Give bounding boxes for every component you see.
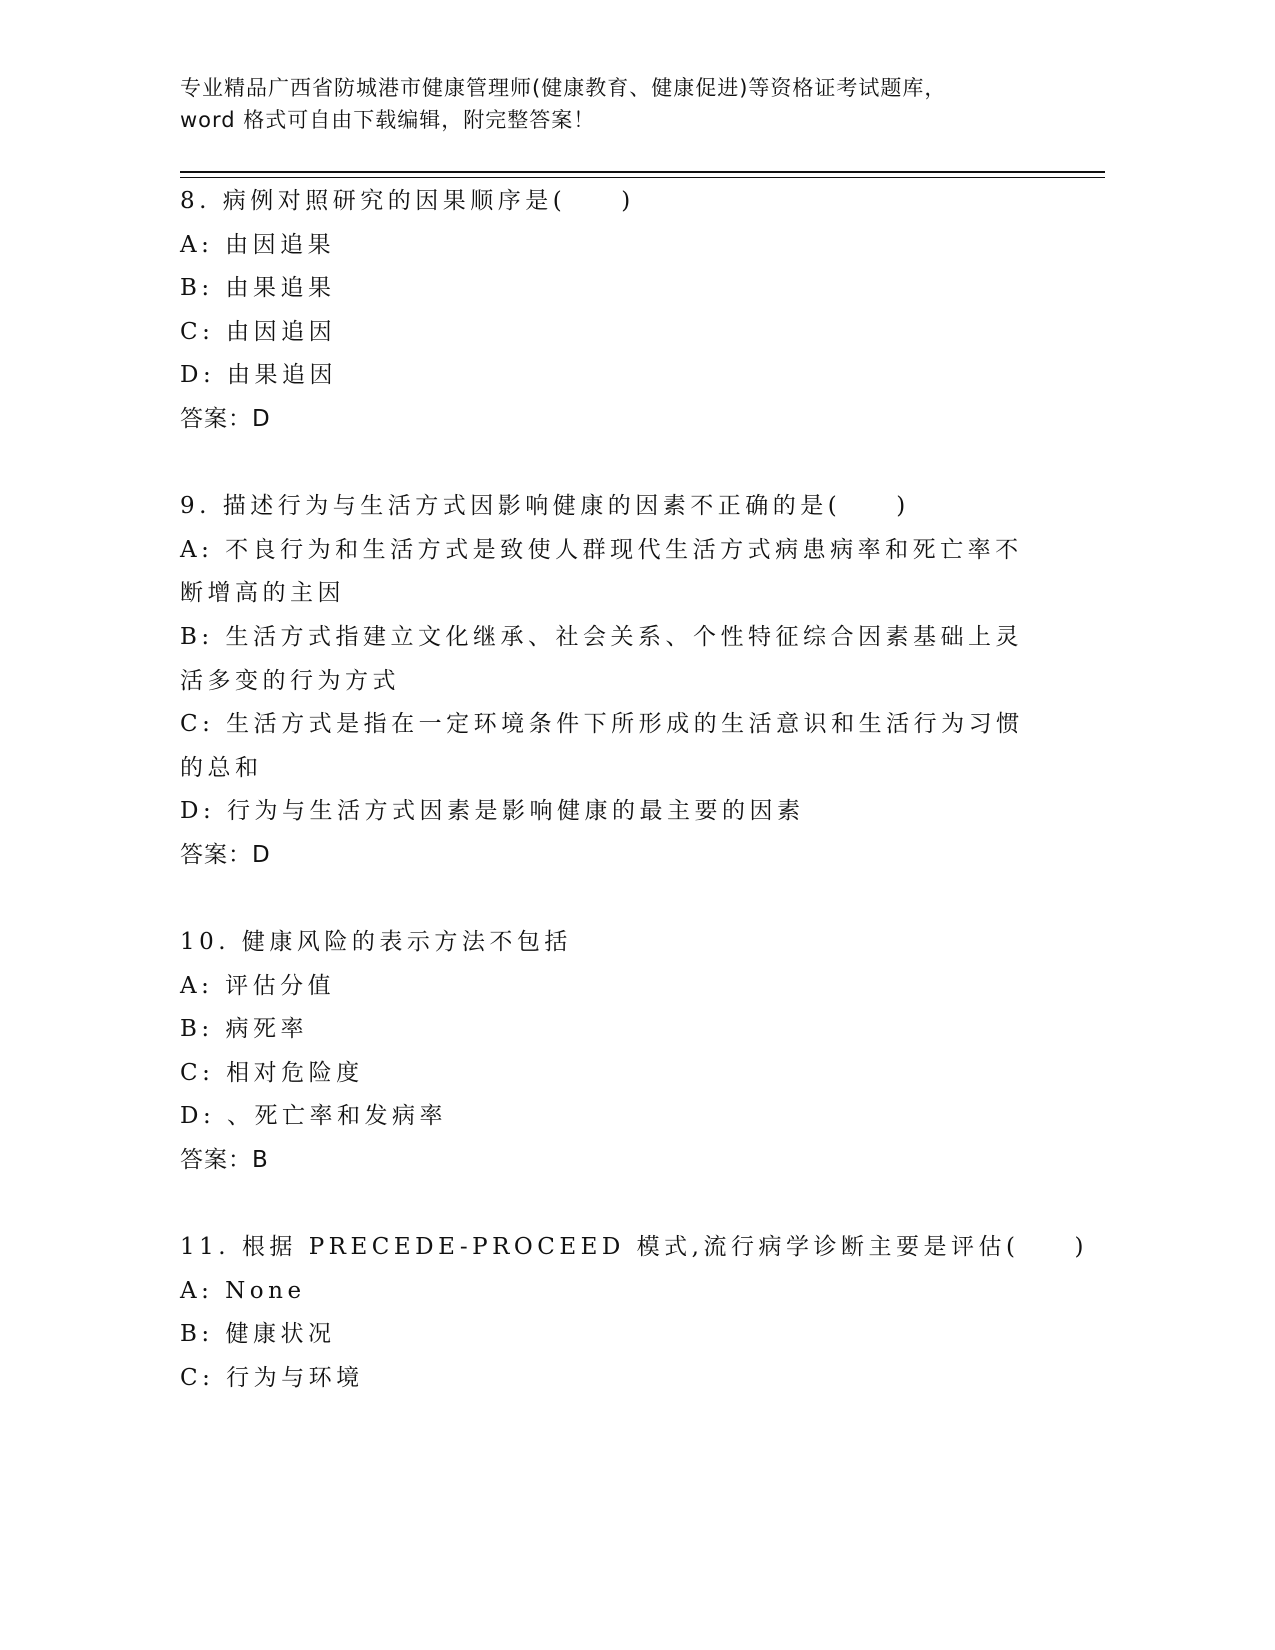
answer-line: 答案：B (180, 1147, 269, 1174)
question-option: D: 、死亡率和发病率 (180, 1103, 448, 1130)
question-option: A: 由因追果 (180, 231, 336, 258)
question-block (180, 921, 1080, 1183)
header-line-2: word 格式可自由下载编辑，附完整答案！ (180, 108, 596, 132)
question-option: C: 相对危险度 (180, 1059, 364, 1086)
question-option: A: 评估分值 (180, 972, 336, 999)
question-block (180, 180, 1080, 442)
document-header (180, 72, 946, 136)
question-option: B: 健康状况 (180, 1321, 336, 1348)
question-stem: 10. 健康风险的表示方法不包括 (180, 929, 572, 956)
question-option: B: 生活方式指建立文化继承、社会关系、个性特征综合因素基础上灵 (180, 623, 1023, 650)
question-option: 的总和 (180, 754, 263, 781)
question-option: D: 行为与生活方式因素是影响健康的最主要的因素 (180, 798, 805, 825)
answer-line: 答案：D (180, 841, 271, 868)
question-option: D: 由果追因 (180, 362, 338, 389)
question-block (180, 1226, 1088, 1400)
answer-line: 答案：D (180, 405, 271, 432)
question-stem: 11. 根据 PRECEDE-PROCEED 模式,流行病学诊断主要是评估( ) (180, 1234, 1088, 1261)
header-line-1: 专业精品广西省防城港市健康管理师(健康教育、健康促进)等资格证考试题库， (180, 76, 947, 100)
question-option: B: 病死率 (180, 1016, 308, 1043)
spacer (180, 878, 1080, 922)
question-option: 断增高的主因 (180, 580, 345, 607)
question-option: B: 由果追果 (180, 275, 336, 302)
question-stem: 8. 病例对照研究的因果顺序是( ) (180, 188, 635, 214)
question-option: 活多变的行为方式 (180, 667, 400, 694)
question-list (180, 180, 1088, 1401)
question-option: C: 行为与环境 (180, 1365, 364, 1392)
question-block (180, 485, 1080, 877)
spacer (180, 1183, 1080, 1227)
question-option: A: 不良行为和生活方式是致使人群现代生活方式病患病率和死亡率不 (180, 536, 1023, 563)
question-option: A: None (180, 1277, 306, 1304)
spacer (180, 442, 1080, 486)
header-rule-thin (180, 177, 1105, 178)
question-option: C: 生活方式是指在一定环境条件下所形成的生活意识和生活行为习惯 (180, 711, 1024, 738)
question-stem: 9. 描述行为与生活方式因影响健康的因素不正确的是( ) (180, 493, 910, 520)
header-rule-thick (180, 171, 1105, 173)
question-option: C: 由因追因 (180, 318, 337, 345)
